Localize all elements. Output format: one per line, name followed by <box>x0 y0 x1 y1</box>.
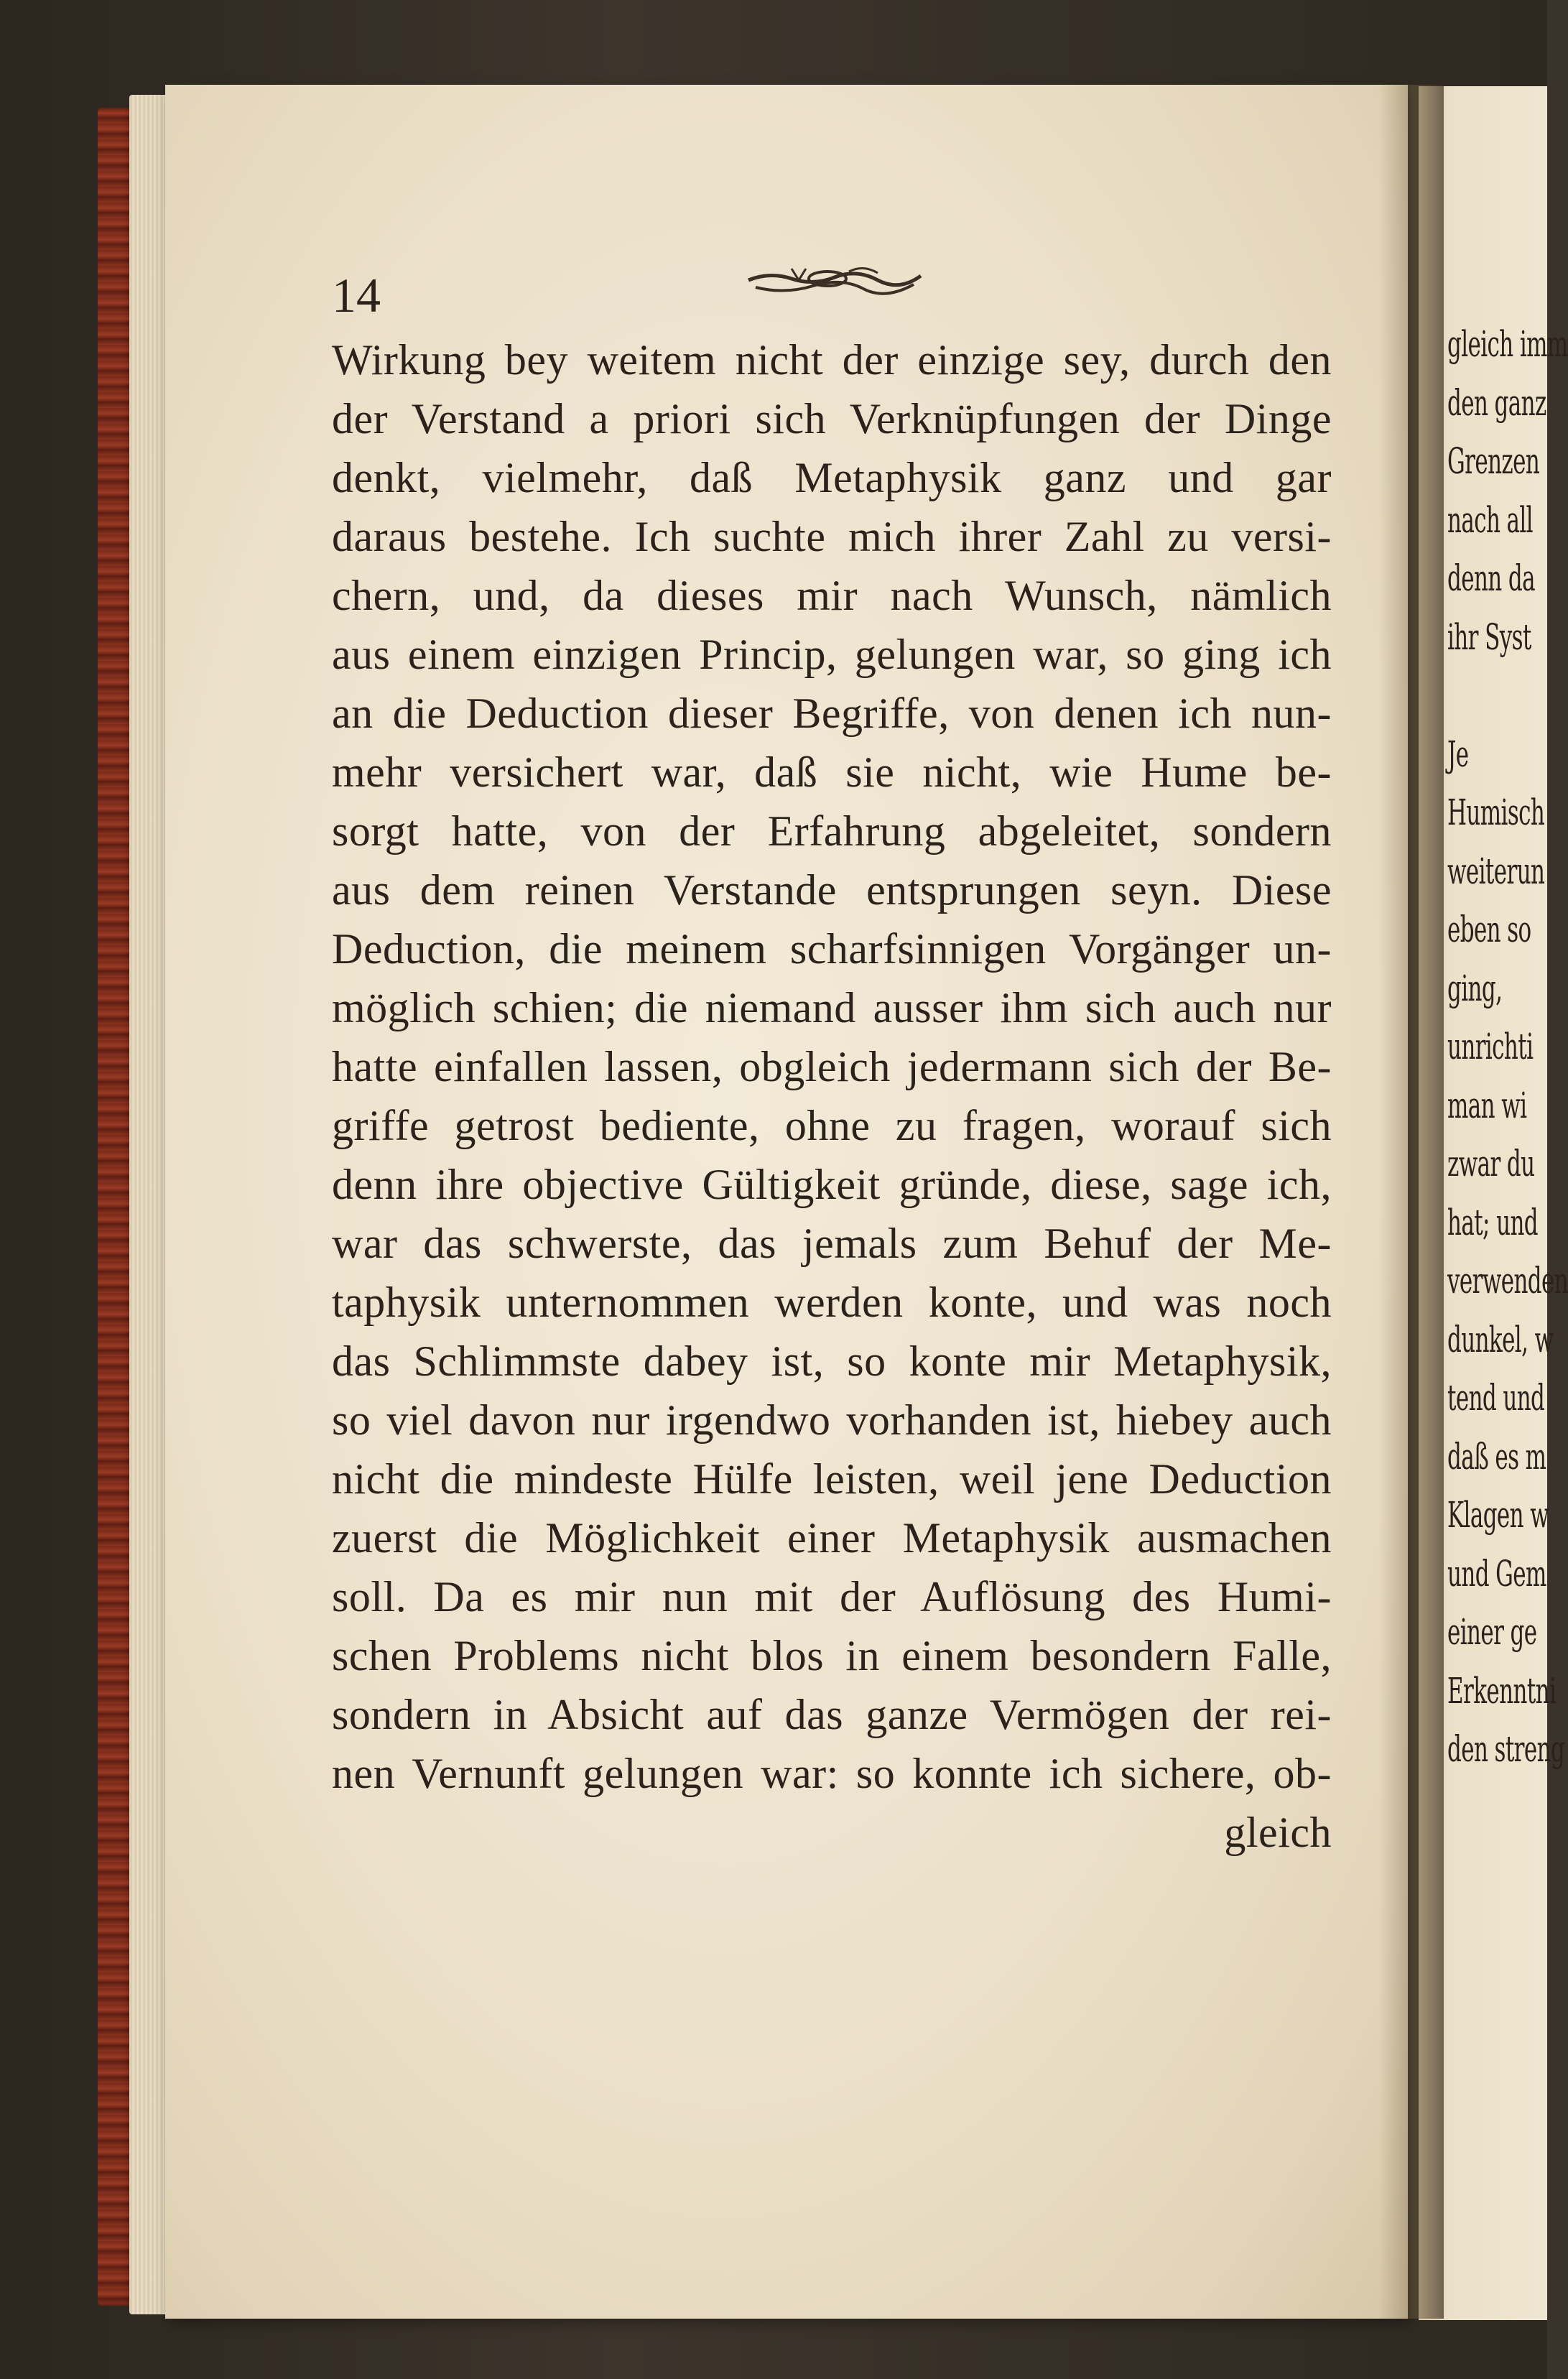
right-text-line: eben so <box>1447 909 1531 950</box>
text-line: denkt, vielmehr, daß Metaphysik ganz und gar <box>332 454 1332 501</box>
right-text-line: dunkel, w <box>1447 1318 1554 1360</box>
right-text-line: daß es m <box>1447 1435 1546 1478</box>
right-text-line: man wi <box>1447 1084 1527 1126</box>
right-text-line: zwar du <box>1447 1143 1535 1184</box>
right-text-line: Grenzen <box>1447 440 1540 482</box>
page-number: 14 <box>332 268 381 323</box>
text-line: aus dem reinen Verstande entsprungen seyn. Diese <box>332 866 1332 914</box>
right-text-line: tend und <box>1447 1377 1545 1419</box>
book-spine-edge <box>98 108 134 2306</box>
text-line: nen Vernunft gelungen war: so konnte ich sichere, ob- <box>332 1750 1332 1797</box>
text-line: sorgt hatte, von der Erfahrung abgeleitet, sondern <box>332 807 1332 855</box>
text-line: das Schlimmste dabey ist, so konte mir Metaphysik, <box>332 1337 1332 1385</box>
text-line: möglich schien; die niemand ausser ihm sich auch nur <box>332 984 1332 1031</box>
text-line: war das schwerste, das jemals zum Behuf der Me- <box>332 1220 1332 1267</box>
right-text-line: nach all <box>1447 498 1533 541</box>
right-text-line: Klagen w <box>1447 1494 1549 1536</box>
right-text-line: verwenden <box>1447 1260 1568 1302</box>
text-line: Wirkung bey weitem nicht der einzige sey, durch den <box>332 336 1332 384</box>
right-text-line: gleich imm <box>1447 323 1568 365</box>
right-text-line: und Gem <box>1447 1552 1546 1595</box>
text-line: chern, und, da dieses mir nach Wunsch, nämlich <box>332 572 1332 619</box>
right-text-line: ihr Syst <box>1447 616 1531 658</box>
ornament-icon <box>741 259 928 302</box>
right-text-line: Humisch <box>1447 792 1545 833</box>
text-line: hatte einfallen lassen, obgleich jedermann sich der Be- <box>332 1043 1332 1090</box>
right-text-line: hat; und <box>1447 1201 1539 1243</box>
text-line: aus einem einzigen Princip, gelungen war, so ging ich <box>332 631 1332 678</box>
right-text-line: einer ge <box>1447 1611 1537 1653</box>
text-line: an die Deduction dieser Begriffe, von denen ich nun- <box>332 690 1332 737</box>
text-line: denn ihre objective Gültigkeit gründe, diese, sage ich, <box>332 1161 1332 1208</box>
page-body-text <box>332 330 1332 1862</box>
page-gutter-shadow <box>1379 85 1444 2319</box>
right-text-line: ging, <box>1447 967 1503 1009</box>
text-line: zuerst die Möglichkeit einer Metaphysik ausmachen <box>332 1514 1332 1562</box>
right-text-line: den streng <box>1447 1728 1565 1770</box>
text-line: schen Problems nicht blos in einem besondern Falle, <box>332 1632 1332 1679</box>
text-line: soll. Da es mir nun mit der Auflösung des Humi- <box>332 1573 1332 1620</box>
right-text-line: unrichti <box>1447 1026 1534 1067</box>
text-line: daraus bestehe. Ich suchte mich ihrer Zahl zu versi- <box>332 513 1332 560</box>
right-text-line: den ganz <box>1447 381 1546 424</box>
text-line: so viel davon nur irgendwo vorhanden ist, hiebey auch <box>332 1396 1332 1444</box>
text-line: taphysik unternommen werden konte, und was noch <box>332 1279 1332 1326</box>
right-text-line: weiterun <box>1447 850 1545 892</box>
right-text-line: Je <box>1447 733 1469 775</box>
text-line: nicht die mindeste Hülfe leisten, weil jene Deduction <box>332 1455 1332 1503</box>
right-text-line: Erkenntni <box>1447 1669 1557 1712</box>
catchword: gleich <box>1224 1809 1332 1856</box>
text-line: griffe getrost bediente, ohne zu fragen, worauf sich <box>332 1102 1332 1149</box>
right-text-line: denn da <box>1447 557 1535 599</box>
text-line: mehr versichert war, daß sie nicht, wie Hume be- <box>332 748 1332 796</box>
text-line: der Verstand a priori sich Verknüpfungen der Dinge <box>332 395 1332 442</box>
text-line: Deduction, die meinem scharfsinnigen Vorgänger un- <box>332 925 1332 973</box>
text-line: sondern in Absicht auf das ganze Vermögen der rei- <box>332 1691 1332 1738</box>
